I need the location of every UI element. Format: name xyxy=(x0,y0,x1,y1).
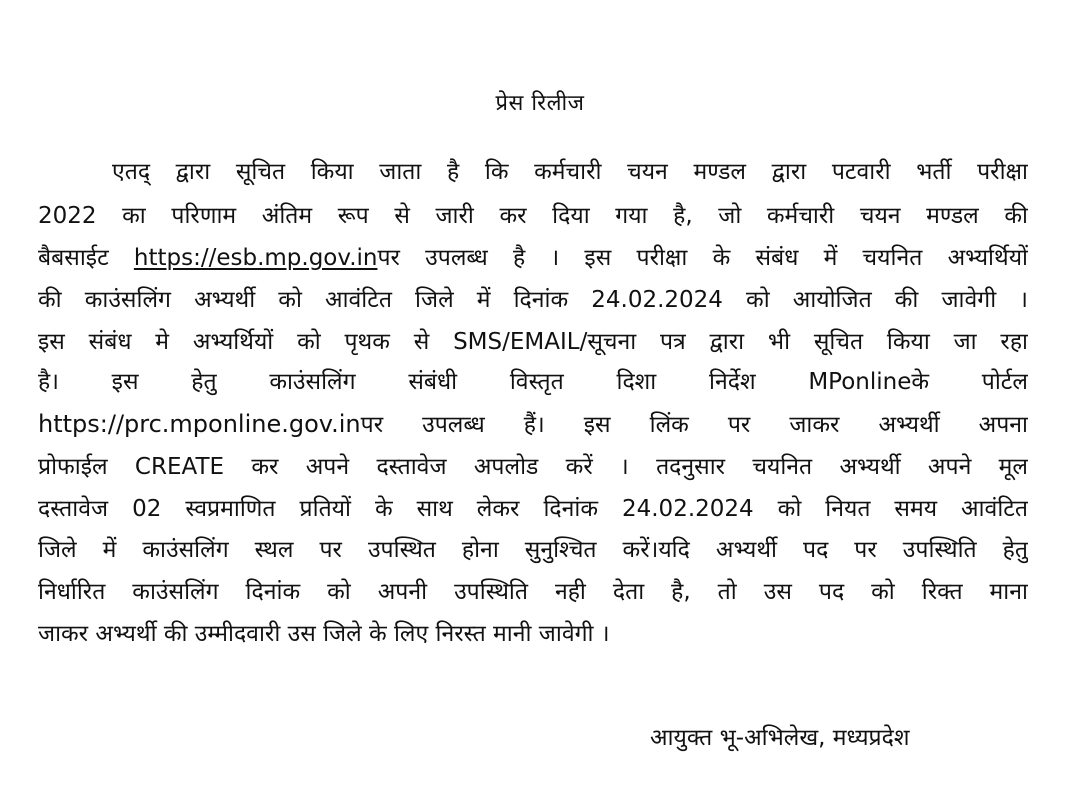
line-text: पर उपलब्ध है । इस परीक्षा के संबंध में चयनित अभ्यर्थियों xyxy=(377,245,1028,271)
paragraph-line-7 xyxy=(38,404,1028,445)
line-text: है। इस हेतु काउंसलिंग संबंधी विस्तृत दिशा निर्देश MPonlineके पोर्टल xyxy=(38,369,1028,395)
line-text: एतद् द्वारा सूचित किया जाता है कि कर्मचारी चयन मण्डल द्वारा पटवारी भर्ती परीक्षा xyxy=(112,159,1028,185)
paragraph-line-2 xyxy=(38,196,1028,236)
line-text: पर उपलब्ध हैं। इस लिंक पर जाकर अभ्यर्थी अपना xyxy=(360,412,1028,438)
paragraph-line-10 xyxy=(38,530,1028,570)
line-text: बैबसाईट xyxy=(38,245,134,271)
paragraph-line-4 xyxy=(38,280,1028,320)
signature-authority: आयुक्त भू-अभिलेख, मध्यप्रदेश xyxy=(650,725,910,751)
paragraph-line-8 xyxy=(38,447,1028,487)
line-text: की काउंसलिंग अभ्यर्थी को आवंटित जिले में दिनांक 24.02.2024 को आयोजित की जावेगी । xyxy=(38,287,1028,313)
line-text: जाकर अभ्यर्थी की उम्मीदवारी उस जिले के लिए निरस्त मानी जावेगी । xyxy=(38,621,610,647)
paragraph-line-5 xyxy=(38,322,1028,362)
paragraph-line-9 xyxy=(38,489,1028,529)
line-text: जिले में काउंसलिंग स्थल पर उपस्थित होना सुनुश्चित करें।यदि अभ्यर्थी पद पर उपस्थिति हेतु xyxy=(38,537,1028,563)
page-title: प्रेस रिलीज xyxy=(495,91,585,116)
paragraph-line-1 xyxy=(112,152,1028,192)
line-text: प्रोफाईल CREATE कर अपने दस्तावेज अपलोड करें । तदनुसार चयनित अभ्यर्थी अपने मूल xyxy=(38,454,1028,480)
mponline-portal-url[interactable]: https://prc.mponline.gov.in xyxy=(38,410,361,438)
line-text: 2022 का परिणाम अंतिम रूप से जारी कर दिया गया है, जो कर्मचारी चयन मण्डल की xyxy=(38,203,1028,229)
paragraph-line-6 xyxy=(38,362,1028,402)
paragraph-line-11 xyxy=(38,572,1028,612)
esb-website-link[interactable]: https://esb.mp.gov.in xyxy=(133,245,378,271)
paragraph-line-12 xyxy=(38,614,1028,654)
line-text: इस संबंध मे अभ्यर्थियों को पृथक से SMS/EMAIL/सूचना पत्र द्वारा भी सूचित किया जा रहा xyxy=(38,329,1028,355)
line-text: निर्धारित काउंसलिंग दिनांक को अपनी उपस्थिति नही देता है, तो उस पद को रिक्त माना xyxy=(38,579,1028,605)
paragraph-line-3 xyxy=(38,238,1028,278)
line-text: दस्तावेज 02 स्वप्रमाणित प्रतियों के साथ लेकर दिनांक 24.02.2024 को नियत समय आवंटित xyxy=(38,496,1028,522)
